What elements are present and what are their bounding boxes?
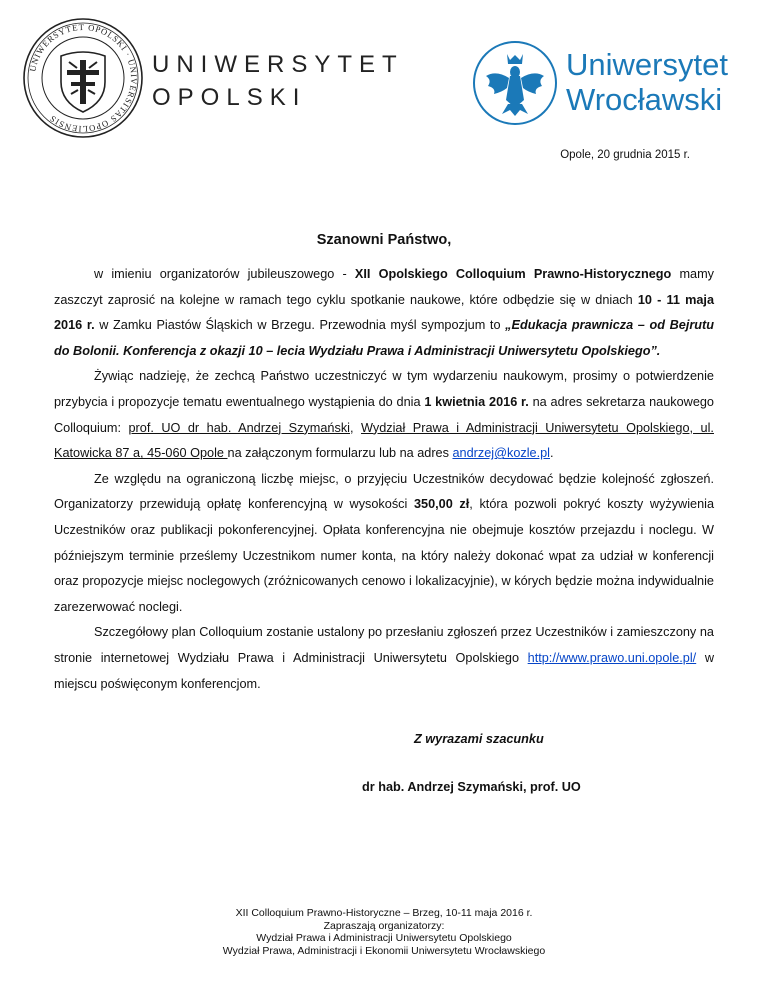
footer-line-2: Zapraszają organizatorzy: — [323, 919, 445, 932]
email-link[interactable]: andrzej@kozle.pl — [452, 446, 550, 461]
uwr-name-line1: Uniwersytet — [566, 47, 728, 82]
letterhead — [0, 10, 768, 135]
footer-line-1: XII Colloquium Prawno-Historyczne – Brzeg, 10-11 maja 2016 r. — [235, 907, 533, 919]
footer-line-4: Wydział Prawa, Administracji i Ekonomii Uniwersytetu Wrocławskiego — [222, 944, 546, 957]
paragraph-schedule: Szczegółowy plan Colloquium zostanie ustalony po przesłaniu zgłoszeń przez Uczestników i zamieszczony na stronie internetowej Wydziału Prawa i Administracji Uniwersytetu Opolskiego http://www.prawo.uni.opole.pl/ w miejscu poświęconym konferencjom. — [54, 625, 714, 691]
footer-line-3: Wydział Prawa i Administracji Uniwersytetu Opolskiego — [256, 932, 512, 944]
conference-theme: „Edukacja prawnicza – od Bejrutu do Bolonii. Konferencja z okazji 10 – lecia Wydziału Prawa i Administracji Uniwersytetu Opolskiego”. — [54, 318, 715, 358]
letter-body — [54, 262, 714, 697]
uo-name-line2: OPOLSKI — [152, 84, 307, 111]
university-of-wroclaw-eagle-icon — [472, 40, 558, 126]
faculty-website-link[interactable]: http://www.prawo.uni.opole.pl/ — [527, 650, 697, 665]
secretary-address: Wydział Prawa i Administracji Uniwersytetu Opolskiego, ul. Katowicka 87 a, 45-060 Opole — [54, 420, 714, 461]
paragraph-invitation: w imieniu organizatorów jubileuszowego - XII Opolskiego Colloquium Prawno-Historycznego mamy zaszczyt zaprosić na kolejne w ramach tego cyklu spotkanie naukowe, które odbędzie się w dniach 10 - 11 maja 2016 r. w Zamku Piastów Śląskich w Brzegu. Przewodnia myśl sympozjum to „Edukacja prawnicza – od Bejrutu do Bolonii. Konferencja z okazji 10 – lecia Wydziału Prawa i Administracji Uniwersytetu Opolskiego”. — [54, 267, 715, 358]
paragraph-fees: Ze względu na ograniczoną liczbę miejsc, o przyjęciu Uczestników decydować będzie kolejność zgłoszeń. Organizatorzy przewidują opłatę konferencyjną w wysokości 350,00 zł, która pozwoli pokryć koszty wyżywienia Uczestników oraz publikacji pokonferencyjnej. Opłata konferencyjna nie obejmuje kosztów przejazdu i noclegu. W późniejszym terminie prześlemy Uczestnikom numer konta, na który należy dokonać wpat za udział w konferencji oraz propozycje miejsc noclegowych (zróżnicowanych cenowo i lokalizacyjnie), w kórych będzie można indywidualnie zarezerwować noclegi. — [54, 471, 715, 614]
salutation: Szanowni Państwo, — [316, 232, 452, 248]
secretary-name: prof. UO dr hab. Andrzej Szymański — [128, 420, 350, 435]
conference-fee: 350,00 zł — [413, 497, 470, 512]
uo-name-line1: UNIWERSYTET — [152, 51, 404, 78]
colloquium-name: XII Opolskiego Colloquium Prawno-Historycznego — [354, 267, 672, 281]
svg-text:UNIWERSYTET OPOLSKI · UNIVERSI: UNIWERSYTET OPOLSKI · UNIVERSITAS OPOLIENSIS — [27, 21, 140, 135]
letter-date: Opole, 20 grudnia 2015 r. — [560, 149, 690, 161]
deadline-date: 1 kwietnia 2016 r. — [424, 394, 529, 409]
footer — [0, 907, 768, 957]
university-of-opole-seal-icon — [21, 16, 145, 140]
paragraph-registration: Żywiąc nadzieję, że zechcą Państwo uczestniczyć w tym wydarzeniu naukowym, prosimy o potwierdzenie przybycia i propozycje tematu ewentualnego wystąpienia do dnia 1 kwietnia 2016 r. na adres sekretarza naukowego Colloquium: prof. UO dr hab. Andrzej Szymański, Wydział Prawa i Administracji Uniwersytetu Opolskiego, ul. Katowicka 87 a, 45-060 Opole na załączonym formularzu lub na adres andrzej@kozle.pl. — [54, 369, 714, 461]
uwr-name-line2: Wrocławski — [566, 82, 723, 117]
university-of-wroclaw-wordmark — [566, 47, 728, 117]
university-of-opole-wordmark — [152, 48, 404, 114]
closing-phrase: Z wyrazami szacunku — [414, 732, 544, 746]
event-dates: 10 - 11 maja 2016 r. — [54, 292, 715, 333]
signature: dr hab. Andrzej Szymański, prof. UO — [362, 780, 581, 794]
